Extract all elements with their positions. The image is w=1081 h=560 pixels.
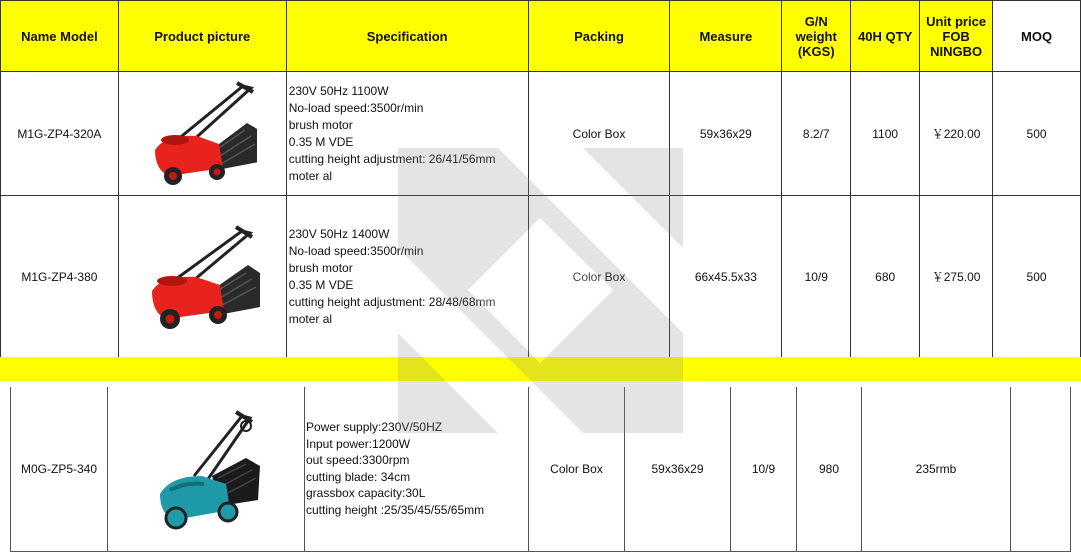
measure-cell: 66x45.5x33 bbox=[670, 196, 782, 358]
table-row bbox=[11, 387, 1071, 551]
moq-cell: 500 bbox=[993, 72, 1081, 196]
table-row bbox=[1, 196, 1081, 358]
specification-cell: 230V 50Hz 1100W No-load speed:3500r/min brush motor 0.35 M VDE cutting height adjustment: 26/41/56mm moter al bbox=[286, 72, 528, 196]
packing-cell: Color Box bbox=[529, 387, 625, 551]
qty-cell: 980 bbox=[797, 387, 862, 551]
header-packing: Packing bbox=[528, 1, 670, 72]
product-picture bbox=[108, 387, 305, 551]
packing-cell: Color Box bbox=[528, 196, 670, 358]
packing-cell: Color Box bbox=[528, 72, 670, 196]
model-cell: M0G-ZP5-340 bbox=[11, 387, 108, 551]
product-picture bbox=[118, 196, 286, 358]
header-measure: Measure bbox=[670, 1, 782, 72]
table-row bbox=[1, 72, 1081, 196]
lawn-mower-image bbox=[146, 406, 266, 532]
moq-cell: 500 bbox=[993, 196, 1081, 358]
empty-cell bbox=[1011, 387, 1071, 551]
header-specification: Specification bbox=[286, 1, 528, 72]
qty-cell: 680 bbox=[851, 196, 920, 358]
gn-weight-cell: 8.2/7 bbox=[782, 72, 851, 196]
header-gn-weight: G/N weight (KGS) bbox=[782, 1, 851, 72]
header-row bbox=[1, 1, 1081, 72]
measure-cell: 59x36x29 bbox=[670, 72, 782, 196]
header-40h-qty: 40H QTY bbox=[851, 1, 920, 72]
header-product-picture: Product picture bbox=[118, 1, 286, 72]
price-cell: 235rmb bbox=[862, 387, 1011, 551]
header-name-model: Name Model bbox=[1, 1, 119, 72]
lawn-mower-image bbox=[142, 219, 262, 335]
specification-cell: Power supply:230V/50HZ Input power:1200W out speed:3300rpm cutting blade: 34cm grassbox capacity:30L cutting height :25/35/45/55/65mm bbox=[305, 387, 529, 551]
gn-weight-cell: 10/9 bbox=[731, 387, 797, 551]
yellow-separator-band bbox=[0, 357, 1081, 381]
second-product-table bbox=[10, 387, 1071, 552]
unit-price-cell: ￥275.00 bbox=[920, 196, 993, 358]
measure-cell: 59x36x29 bbox=[625, 387, 731, 551]
gn-weight-cell: 10/9 bbox=[782, 196, 851, 358]
lawn-mower-image bbox=[147, 78, 257, 190]
model-cell: M1G-ZP4-320A bbox=[1, 72, 119, 196]
unit-price-cell: ￥220.00 bbox=[920, 72, 993, 196]
model-cell: M1G-ZP4-380 bbox=[1, 196, 119, 358]
qty-cell: 1100 bbox=[851, 72, 920, 196]
specification-cell: 230V 50Hz 1400W No-load speed:3500r/min brush motor 0.35 M VDE cutting height adjustment: 28/48/68mm moter al bbox=[286, 196, 528, 358]
product-picture bbox=[118, 72, 286, 196]
header-moq: MOQ bbox=[993, 1, 1081, 72]
header-unit-price: Unit price FOB NINGBO bbox=[920, 1, 993, 72]
